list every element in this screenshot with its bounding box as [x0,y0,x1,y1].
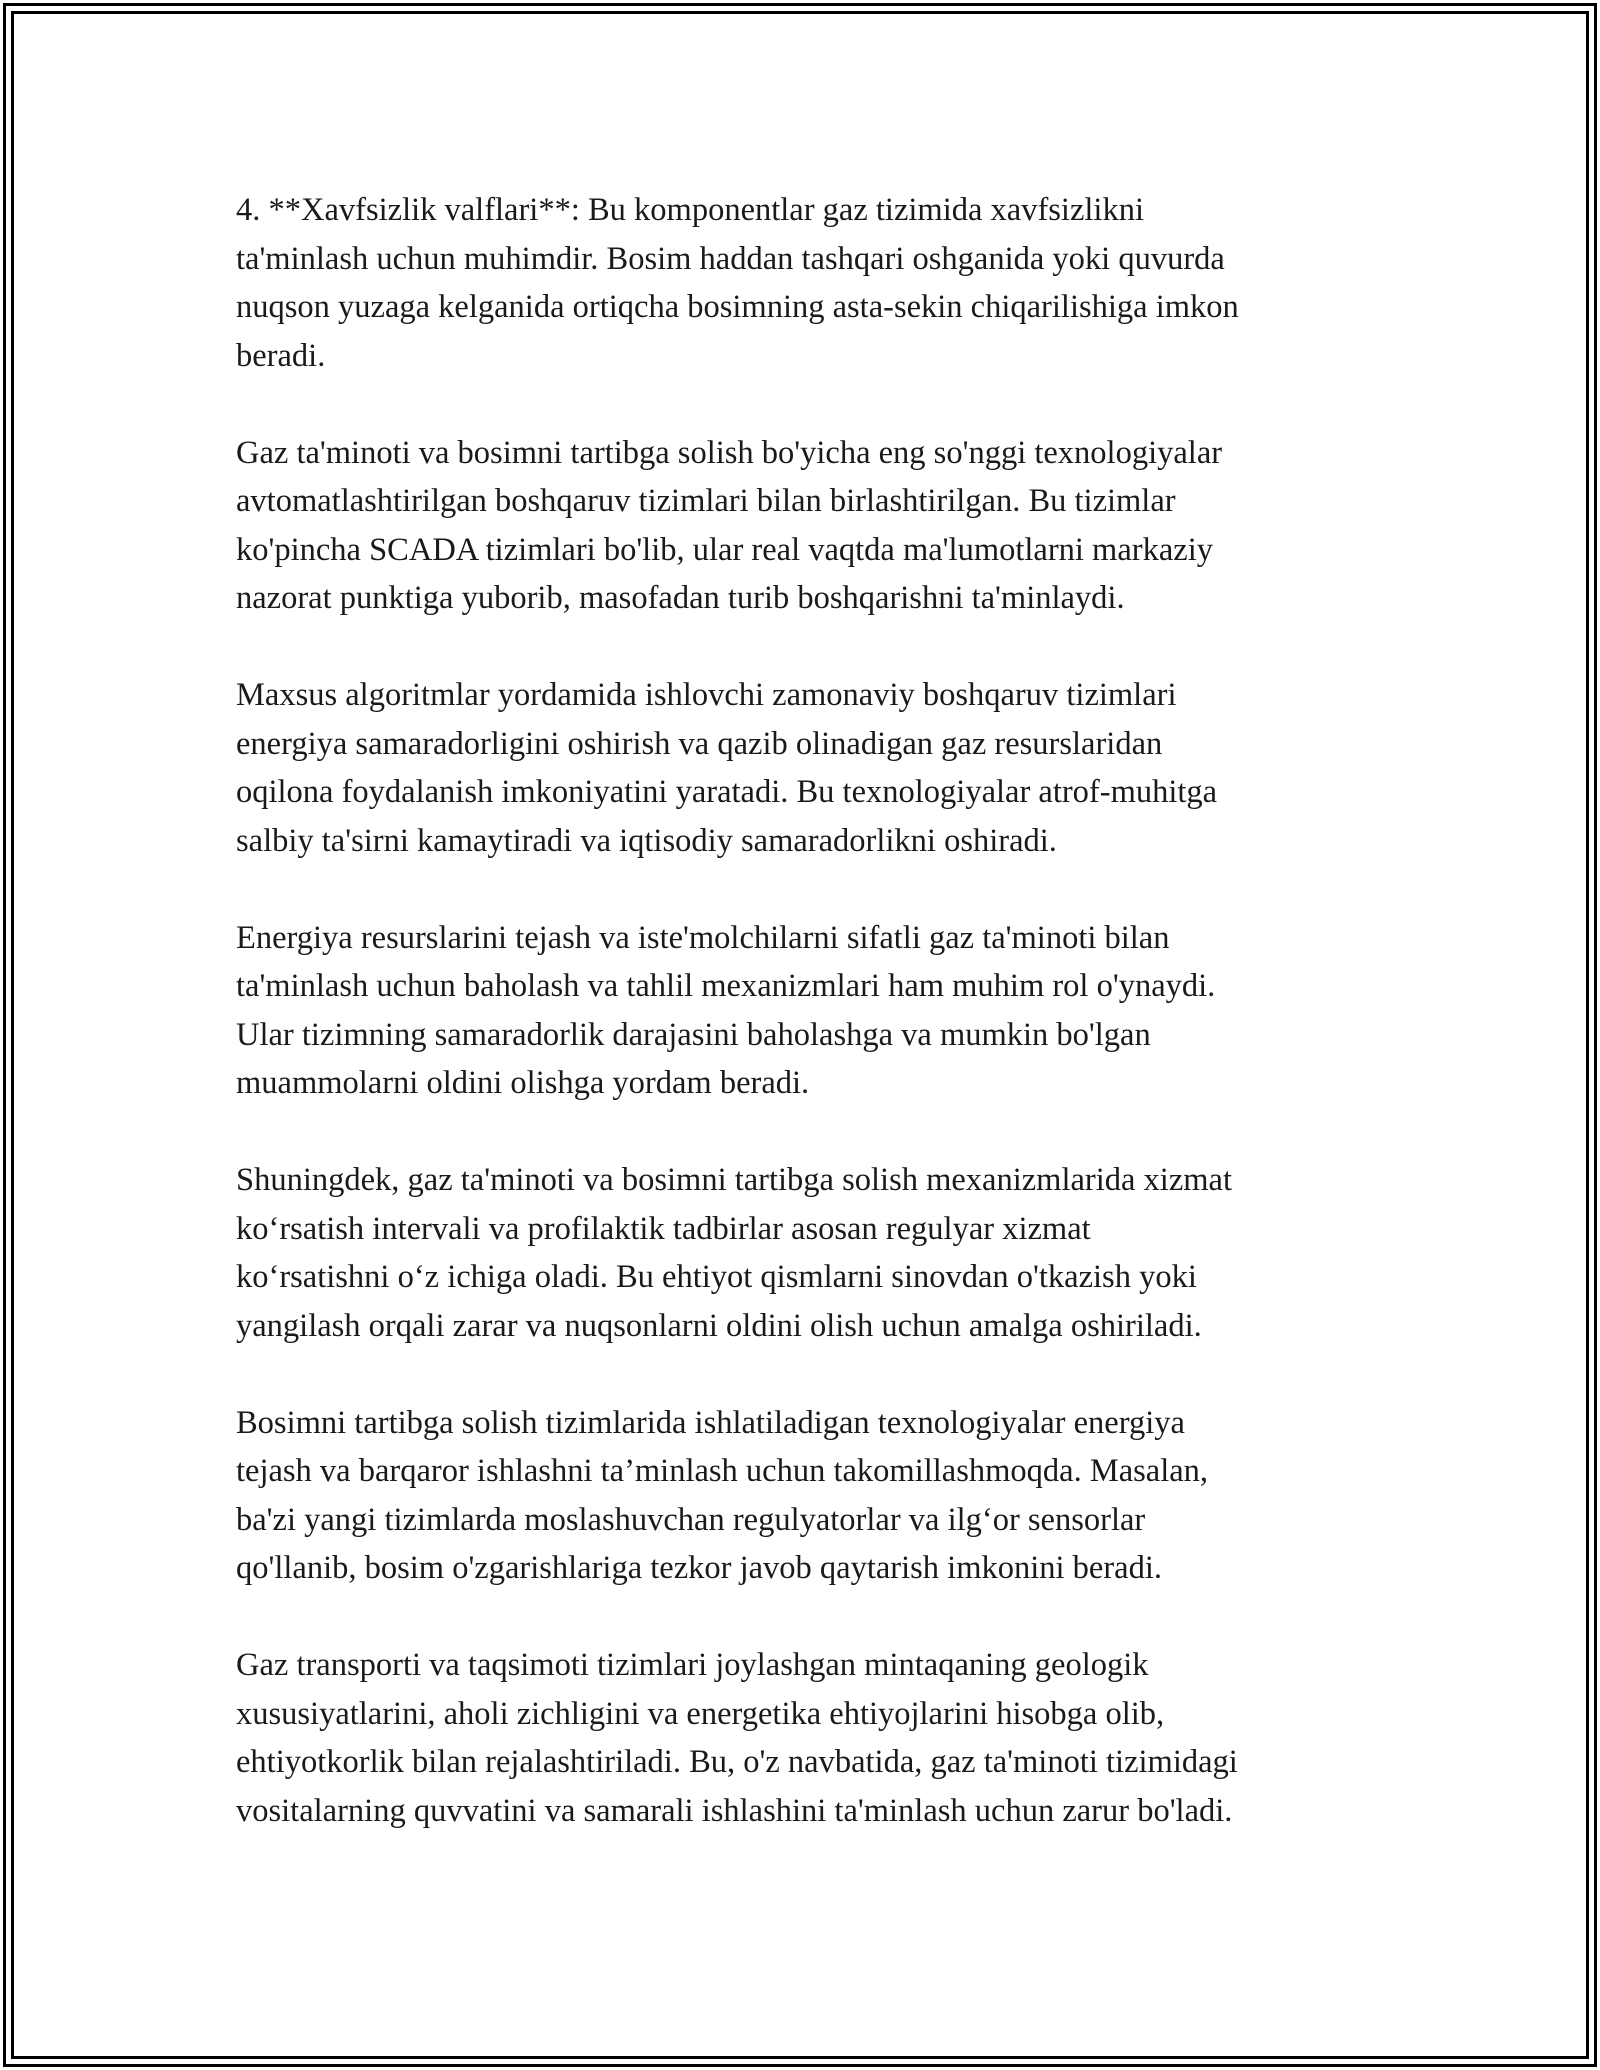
text-line: yangilash orqali zarar va nuqsonlarni oldini olish uchun amalga oshiriladi. [236,1307,1202,1344]
text-line: ehtiyotkorlik bilan rejalashtiriladi. Bu, o'z navbatida, gaz ta'minoti tizimidagi [236,1744,1238,1780]
document-body [236,186,1396,1884]
text-line: Gaz ta'minoti va bosimni tartibga solish bo'yicha eng so'nggi texnologiyalar [236,434,1223,471]
text-line: Shuningdek, gaz ta'minoti va bosimni tartibga solish mexanizmlarida xizmat [236,1162,1232,1198]
paragraph-algorithms [236,671,1396,865]
text-line: Ular tizimning samaradorlik darajasini baholashga va mumkin bo'lgan [236,1016,1151,1053]
text-line: tejash va barqaror ishlashni ta’minlash uchun takomillashmoqda. Masalan, [236,1453,1209,1489]
text-line: ba'zi yangi tizimlarda moslashuvchan regulyatorlar va ilg‘or sensorlar [236,1501,1146,1538]
text-line: Bosimni tartibga solish tizimlarida ishlatiladigan texnologiyalar energiya [236,1404,1185,1441]
text-line: beradi. [236,337,326,374]
paragraph-maintenance [236,1156,1396,1350]
paragraph-technologies [236,1399,1396,1593]
text-line: ko‘rsatishni o‘z ichiga oladi. Bu ehtiyot qismlarni sinovdan o'tkazish yoki [236,1259,1197,1295]
text-line: Gaz transporti va taqsimoti tizimlari joylashgan mintaqaning geologik [236,1647,1149,1683]
text-line: ta'minlash uchun baholash va tahlil mexanizmlari ham muhim rol o'ynaydi. [236,968,1216,1004]
text-line: 4. **Xavfsizlik valflari**: Bu komponentlar gaz tizimida xavfsizlikni [236,192,1144,228]
text-line: Maxsus algoritmlar yordamida ishlovchi zamonaviy boshqaruv tizimlari [236,677,1177,713]
paragraph-safety-valves [236,186,1396,380]
paragraph-evaluation [236,914,1396,1108]
text-line: muammolarni oldini olishga yordam beradi. [236,1065,810,1101]
text-line: oqilona foydalanish imkoniyatini yaratadi. Bu texnologiyalar atrof-muhitga [236,774,1218,810]
text-line: Energiya resurslarini tejash va iste'molchilarni sifatli gaz ta'minoti bilan [236,919,1170,956]
text-line: ko‘rsatish intervali va profilaktik tadbirlar asosan regulyar xizmat [236,1210,1091,1247]
text-line: xususiyatlarini, aholi zichligini va energetika ehtiyojlarini hisobga olib, [236,1695,1165,1732]
text-line: ko'pincha SCADA tizimlari bo'lib, ular real vaqtda ma'lumotlarni markaziy [236,531,1213,568]
text-line: qo'llanib, bosim o'zgarishlariga tezkor javob qaytarish imkonini beradi. [236,1550,1162,1586]
text-line: energiya samaradorligini oshirish va qazib olinadigan gaz resurslaridan [236,725,1163,762]
paragraph-transport-planning [236,1641,1396,1835]
text-line: ta'minlash uchun muhimdir. Bosim haddan tashqari oshganida yoki quvurda [236,240,1225,277]
text-line: avtomatlashtirilgan boshqaruv tizimlari bilan birlashtirilgan. Bu tizimlar [236,483,1176,519]
text-line: salbiy ta'sirni kamaytiradi va iqtisodiy samaradorlikni oshiradi. [236,822,1057,859]
text-line: nuqson yuzaga kelganida ortiqcha bosimning asta-sekin chiqarilishiga imkon [236,289,1239,325]
text-line: nazorat punktiga yuborib, masofadan turib boshqarishni ta'minlaydi. [236,580,1125,616]
paragraph-automation-scada [236,429,1396,623]
text-line: vositalarning quvvatini va samarali ishlashini ta'minlash uchun zarur bo'ladi. [236,1792,1233,1829]
